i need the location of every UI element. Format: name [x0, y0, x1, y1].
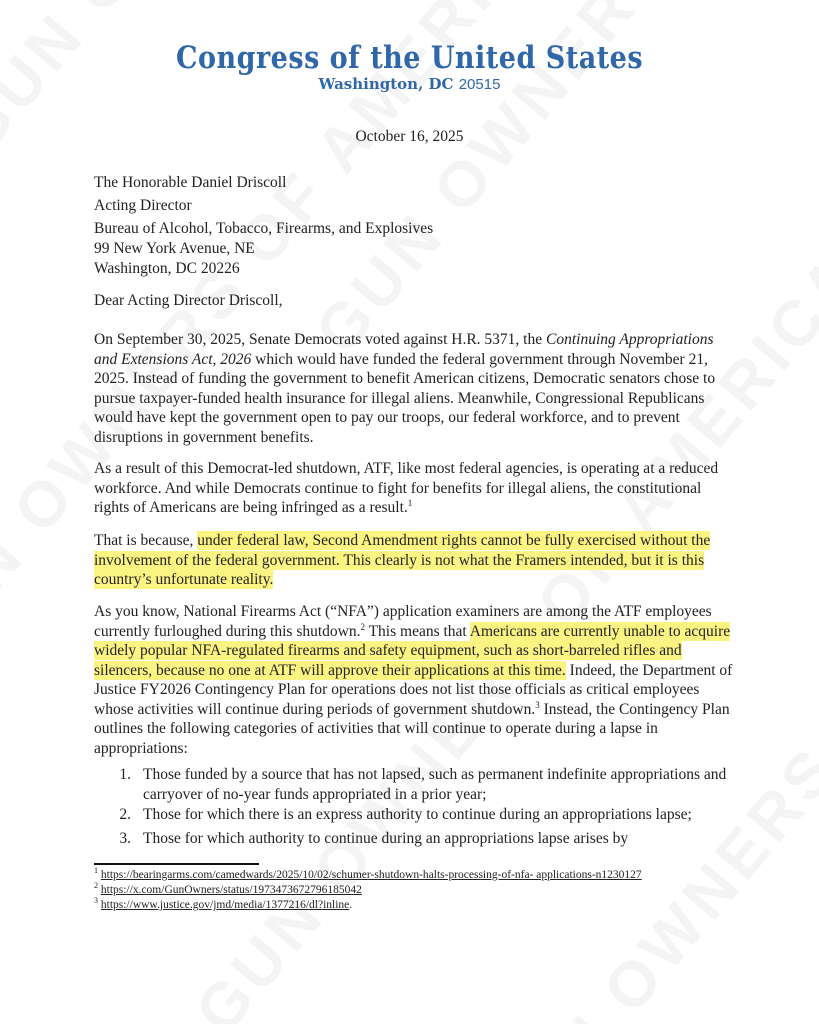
- footnote-trail: .: [349, 899, 353, 911]
- letterhead: [0, 40, 819, 94]
- footnote-3: [94, 898, 734, 913]
- paragraph-2: [94, 459, 734, 518]
- paragraph-text: which would have funded the federal government through November 21, 2025. Instead of funding the government to benefit American citizens, Democratic senators chose to pursue taxpayer-funded health insurance for illegal aliens. Meanwhile, Congressional Republicans would have kept the government open to pay our troops, our federal workforce, and to prevent disruptions in government benefits.: [94, 350, 716, 446]
- footnote-1: [94, 868, 734, 883]
- footnote-divider: [94, 863, 259, 865]
- footnote-link[interactable]: https://www.justice.gov/jmd/media/1377216/dl?inline: [100, 899, 350, 911]
- list-item: [94, 805, 734, 825]
- footnote-ref[interactable]: 2: [360, 621, 365, 632]
- paragraph-1: [94, 330, 734, 447]
- recipient-title: Acting Director: [94, 197, 192, 214]
- footnote-link[interactable]: https://x.com/GunOwners/status/1973473672796185042: [100, 884, 362, 896]
- footnote-ref[interactable]: 1: [407, 497, 413, 508]
- letterhead-address: [0, 75, 819, 94]
- paragraph-text: As you know, National Firearms Act (“NFA”) application examiners are among the ATF employees currently furloughed during this shutdown.: [94, 603, 712, 640]
- letterhead-title: Congress of the United States: [175, 40, 644, 77]
- letterhead-city: Washington, DC: [318, 75, 454, 93]
- footnotes: [94, 868, 734, 913]
- paragraph-3: [94, 531, 734, 590]
- recipient-address-block: [94, 173, 433, 279]
- list-number: 1.: [119, 766, 131, 783]
- paragraph-text: As a result of this Democrat-led shutdown, ATF, like most federal agencies, is operating at a reduced workforce. And while Democrats continue to fight for benefits for illegal aliens, the constitutional rights of Americans are being infringed as a result.: [94, 460, 719, 516]
- highlighted-text: Americans are currently unable to acquire widely popular NFA-regulated firearms and safety equipment, such as short-barreled rifles and silencers, because no one at ATF will approve their applications at this time.: [94, 622, 731, 679]
- footnote-link[interactable]: https://bearingarms.com/camedwards/2025/10/02/schumer-shutdown-halts-processing-of-nfa- applications-n1230127: [100, 869, 642, 881]
- paragraph-text: On September 30, 2025, Senate Democrats voted against H.R. 5371, the: [94, 331, 546, 348]
- highlighted-text: under federal law, Second Amendment rights cannot be fully exercised without the involvement of the federal government. This clearly is not what the Framers intended, but it is this country’s unfortunate reality.: [94, 532, 711, 588]
- list-item: [94, 765, 734, 804]
- paragraph-text: Instead, the Contingency Plan outlines the following categories of activities that will continue to operate during a lapse in appropriations:: [94, 700, 730, 757]
- footnote-number: 3: [94, 896, 98, 906]
- list-text: Those for which there is an express authority to continue during an appropriations lapse;: [143, 806, 692, 823]
- footnote-number: 1: [94, 866, 98, 876]
- salutation: Dear Acting Director Driscoll,: [94, 292, 283, 309]
- recipient-city: Washington, DC 20226: [94, 260, 240, 277]
- recipient-street: 99 New York Avenue, NE: [94, 240, 255, 257]
- list-text: Those funded by a source that has not lapsed, such as permanent indefinite appropriations and carryover of no-year funds appropriated in a prior year;: [143, 766, 727, 803]
- bill-title: Continuing Appropriations and Extensions Act, 2026: [94, 331, 714, 368]
- paragraph-4: [94, 602, 734, 758]
- list-number: 2.: [119, 806, 131, 823]
- paragraph-text: That is because,: [94, 532, 198, 549]
- list-number: 3.: [119, 829, 131, 847]
- footnote-2: [94, 883, 734, 898]
- recipient-name: The Honorable Daniel Driscoll: [94, 174, 287, 191]
- letterhead-zip: 20515: [458, 76, 501, 93]
- footnote-ref[interactable]: 3: [535, 699, 540, 710]
- paragraph-text: This means that: [364, 622, 470, 640]
- recipient-organization: Bureau of Alcohol, Tobacco, Firearms, and Explosives: [94, 220, 434, 237]
- activity-categories-list: [94, 765, 734, 848]
- footnote-number: 2: [94, 881, 98, 891]
- paragraph-text: Indeed, the Department of Justice FY2026 Contingency Plan for operations does not list those officials as critical employees whose activities will continue during periods of government shutdown.: [94, 661, 733, 718]
- list-item: [94, 829, 734, 849]
- letter-date: October 16, 2025: [355, 128, 464, 145]
- list-text: Those for which authority to continue during an appropriations lapse arises by: [143, 829, 629, 847]
